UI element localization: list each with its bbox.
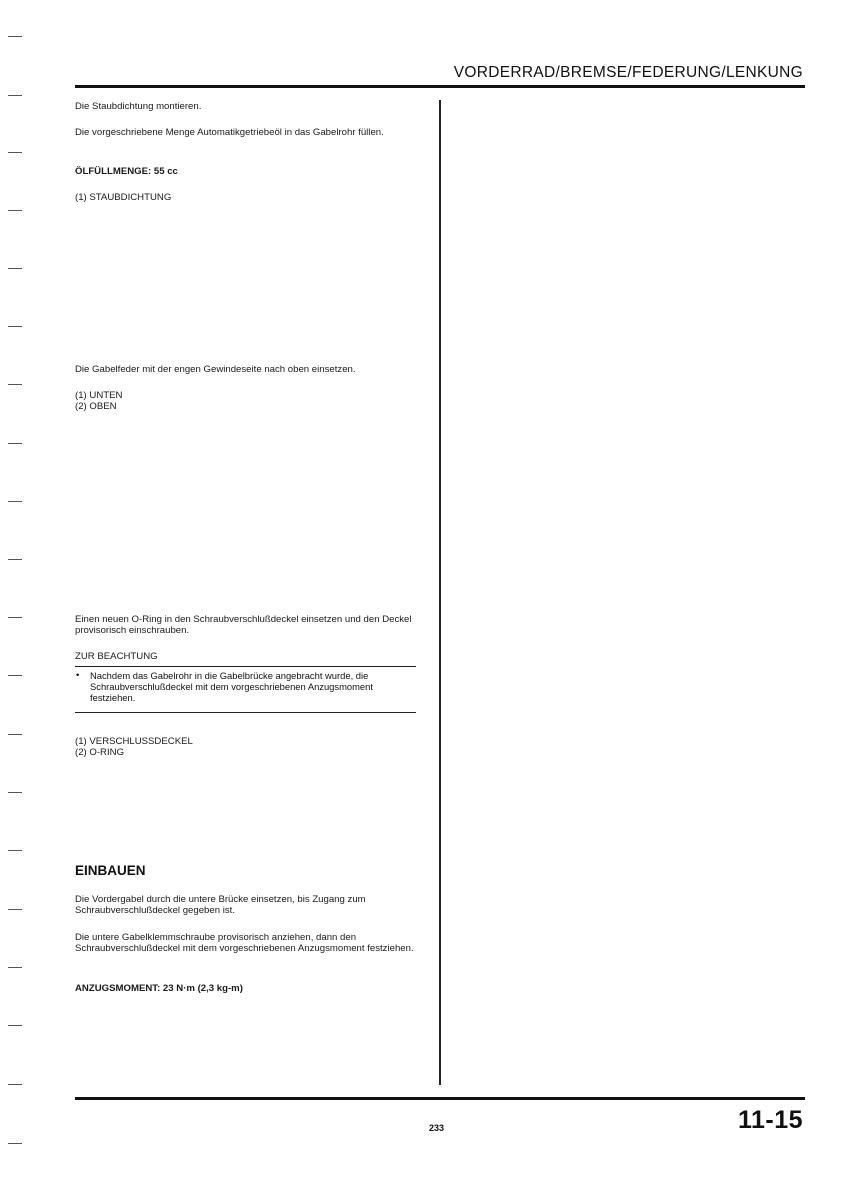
paragraph-tighten: Die untere Gabelklemmschraube provisorisch anziehen, dann den Schraubverschlußdeckel mit dem vorgeschriebenen Anzugsmoment festziehen. [75, 932, 414, 954]
column-divider [439, 100, 441, 1085]
margin-mark [8, 1084, 22, 1085]
margin-mark [8, 559, 22, 560]
header-rule [75, 85, 805, 88]
paragraph-insert-fork: Die Vordergabel durch die untere Brücke einsetzen, bis Zugang zum Schraubverschlußdeckel gegeben ist. [75, 894, 366, 916]
margin-mark [8, 384, 22, 385]
margin-mark [8, 443, 22, 444]
label-unten: (1) UNTEN [75, 390, 123, 401]
paragraph-fill-oil: Die vorgeschriebene Menge Automatikgetriebeöl in das Gabelrohr füllen. [75, 127, 384, 138]
section-page-number: 11-15 [737, 1106, 803, 1134]
page-number: 233 [429, 1123, 445, 1133]
torque-spec: ANZUGSMOMENT: 23 N·m (2,3 kg-m) [75, 983, 243, 994]
margin-mark [8, 675, 22, 676]
section-title-einbauen: EINBAUEN [75, 863, 146, 878]
margin-mark [8, 95, 22, 96]
paragraph-oring: Einen neuen O-Ring in den Schraubverschlußdeckel einsetzen und den Deckel provisorisch einschrauben. [75, 614, 412, 636]
oil-fill-spec: ÖLFÜLLMENGE: 55 cc [75, 166, 178, 177]
margin-mark [8, 1025, 22, 1026]
note-rule-top [75, 666, 416, 667]
margin-mark [8, 617, 22, 618]
page-header-title: VORDERRAD/BREMSE/FEDERUNG/LENKUNG [453, 64, 803, 81]
paragraph-install-dust-seal: Die Staubdichtung montieren. [75, 101, 202, 112]
label-oring: (2) O-RING [75, 747, 125, 758]
note-bullet: • [76, 670, 80, 681]
margin-mark [8, 210, 22, 211]
paragraph-insert-spring: Die Gabelfeder mit der engen Gewindeseite nach oben einsetzen. [75, 364, 356, 375]
margin-mark [8, 501, 22, 502]
label-oben: (2) OBEN [75, 401, 117, 412]
margin-mark [8, 792, 22, 793]
margin-mark [8, 152, 22, 153]
margin-mark [8, 850, 22, 851]
margin-mark [8, 36, 22, 37]
label-dust-seal: (1) STAUBDICHTUNG [75, 192, 172, 203]
label-cap: (1) VERSCHLUSSDECKEL [75, 736, 193, 747]
margin-mark [8, 1143, 22, 1144]
margin-mark [8, 967, 22, 968]
margin-mark [8, 326, 22, 327]
margin-mark [8, 268, 22, 269]
margin-mark [8, 734, 22, 735]
note-text: Nachdem das Gabelrohr in die Gabelbrücke angebracht wurde, die Schraubverschlußdeckel mit dem vorgeschriebenen Anzugsmoment festziehen. [90, 670, 373, 703]
note-rule-bottom [75, 712, 416, 713]
margin-mark [8, 909, 22, 910]
note-heading: ZUR BEACHTUNG [75, 651, 158, 662]
footer-rule [75, 1097, 805, 1100]
